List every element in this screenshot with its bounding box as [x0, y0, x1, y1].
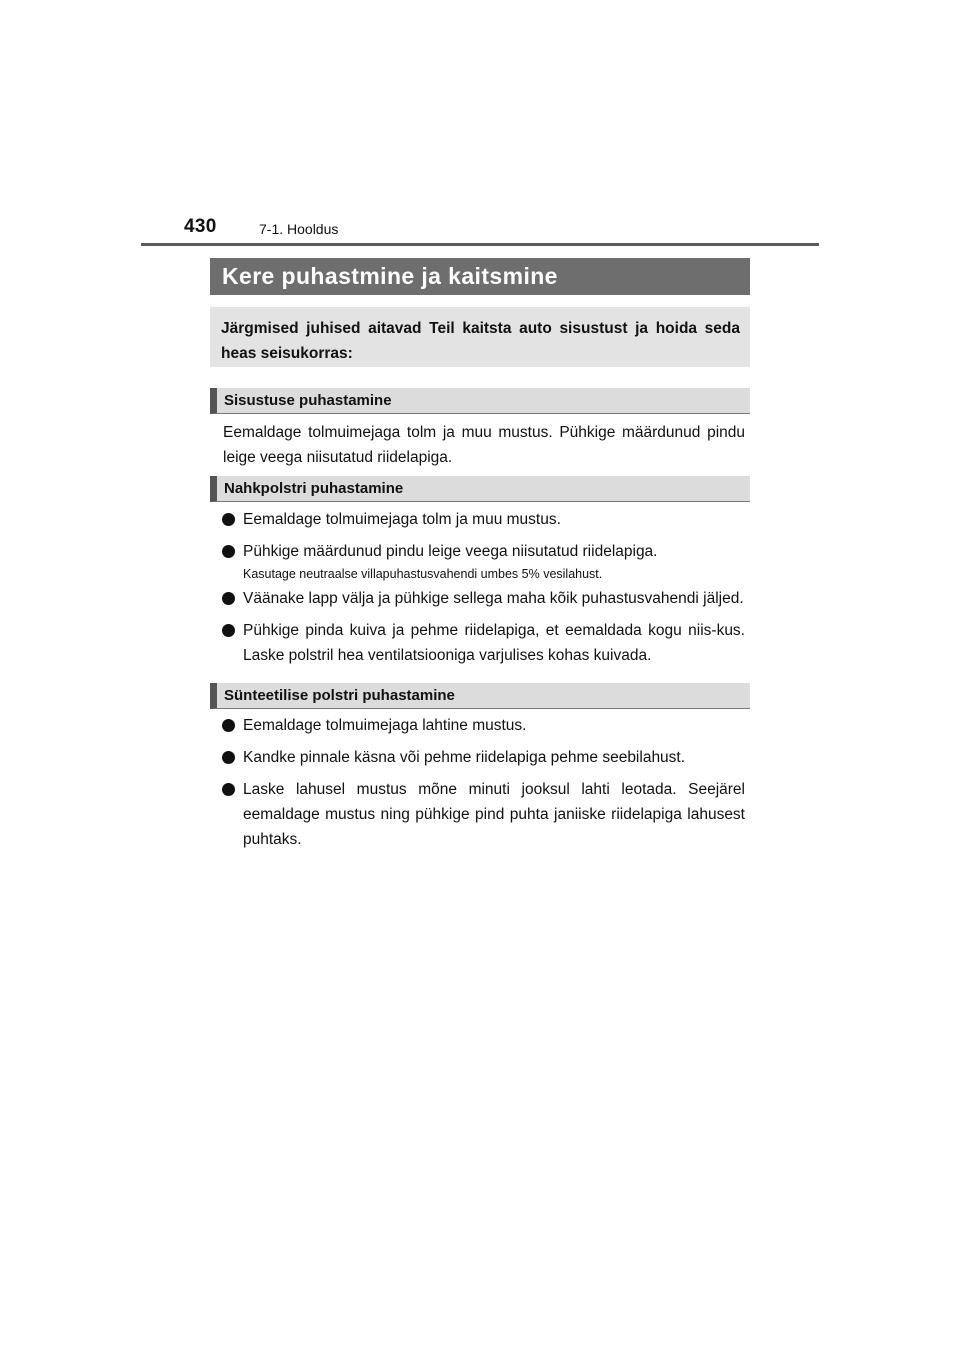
list-item-text: Kandke pinnale käsna või pehme riidelapiga pehme seebilahust.	[243, 749, 686, 766]
filled-circle-bullet-icon	[222, 751, 235, 764]
list-item-text: Eemaldage tolmuimejaga tolm ja muu mustus.	[243, 511, 561, 528]
section-heading-leather: Nahkpolstri puhastamine	[210, 476, 750, 502]
list-item-text: Eemaldage tolmuimejaga lahtine mustus.	[243, 717, 527, 734]
section-heading-interior: Sisustuse puhastamine	[210, 388, 750, 414]
leather-bullet-list	[220, 507, 745, 668]
section-heading-synthetic: Sünteetilise polstri puhastamine	[210, 683, 750, 709]
list-item-text: Pühkige määrdunud pindu leige veega niisutatud riidelapiga.	[243, 543, 658, 560]
filled-circle-bullet-icon	[222, 545, 235, 558]
synthetic-bullet-list	[220, 713, 745, 852]
intro-box: Järgmised juhised aitavad Teil kaitsta auto sisustust ja hoida seda heas seisukorras:	[210, 307, 750, 367]
leather-note: Kasutage neutraalse villapuhastusvahendi umbes 5% vesilahust.	[243, 567, 603, 581]
filled-circle-bullet-icon	[222, 624, 235, 637]
filled-circle-bullet-icon	[222, 719, 235, 732]
list-item	[220, 618, 745, 668]
list-item-text: Laske lahusel mustus mõne minuti jooksul lahti leotada. Seejärel eemaldage mustus ning pühkige pind puhta janiiske riidelapiga lahusest puhtaks.	[243, 781, 745, 848]
page-title: Kere puhastmine ja kaitsmine	[210, 258, 750, 295]
list-item	[220, 745, 745, 770]
page-number: 430	[184, 216, 217, 237]
filled-circle-bullet-icon	[222, 592, 235, 605]
list-item	[220, 539, 745, 564]
list-item-text: Väänake lapp välja ja pühkige sellega maha kõik puhastusvahendi jäljed.	[243, 590, 744, 607]
filled-circle-bullet-icon	[222, 513, 235, 526]
list-item	[220, 713, 745, 738]
filled-circle-bullet-icon	[222, 783, 235, 796]
list-item-text: Pühkige pinda kuiva ja pehme riidelapiga, et eemaldada kogu niis-kus. Laske polstril hea ventilatsiooniga varjulises kohas kuivada.	[243, 622, 745, 664]
section-text-interior: Eemaldage tolmuimejaga tolm ja muu mustus. Pühkige määrdunud pindu leige veega niisutatud riidelapiga.	[223, 424, 745, 466]
section-reference: 7-1. Hooldus	[259, 221, 339, 237]
header-divider	[141, 243, 819, 246]
list-item	[220, 507, 745, 532]
list-item	[220, 777, 745, 852]
list-item	[220, 586, 745, 611]
